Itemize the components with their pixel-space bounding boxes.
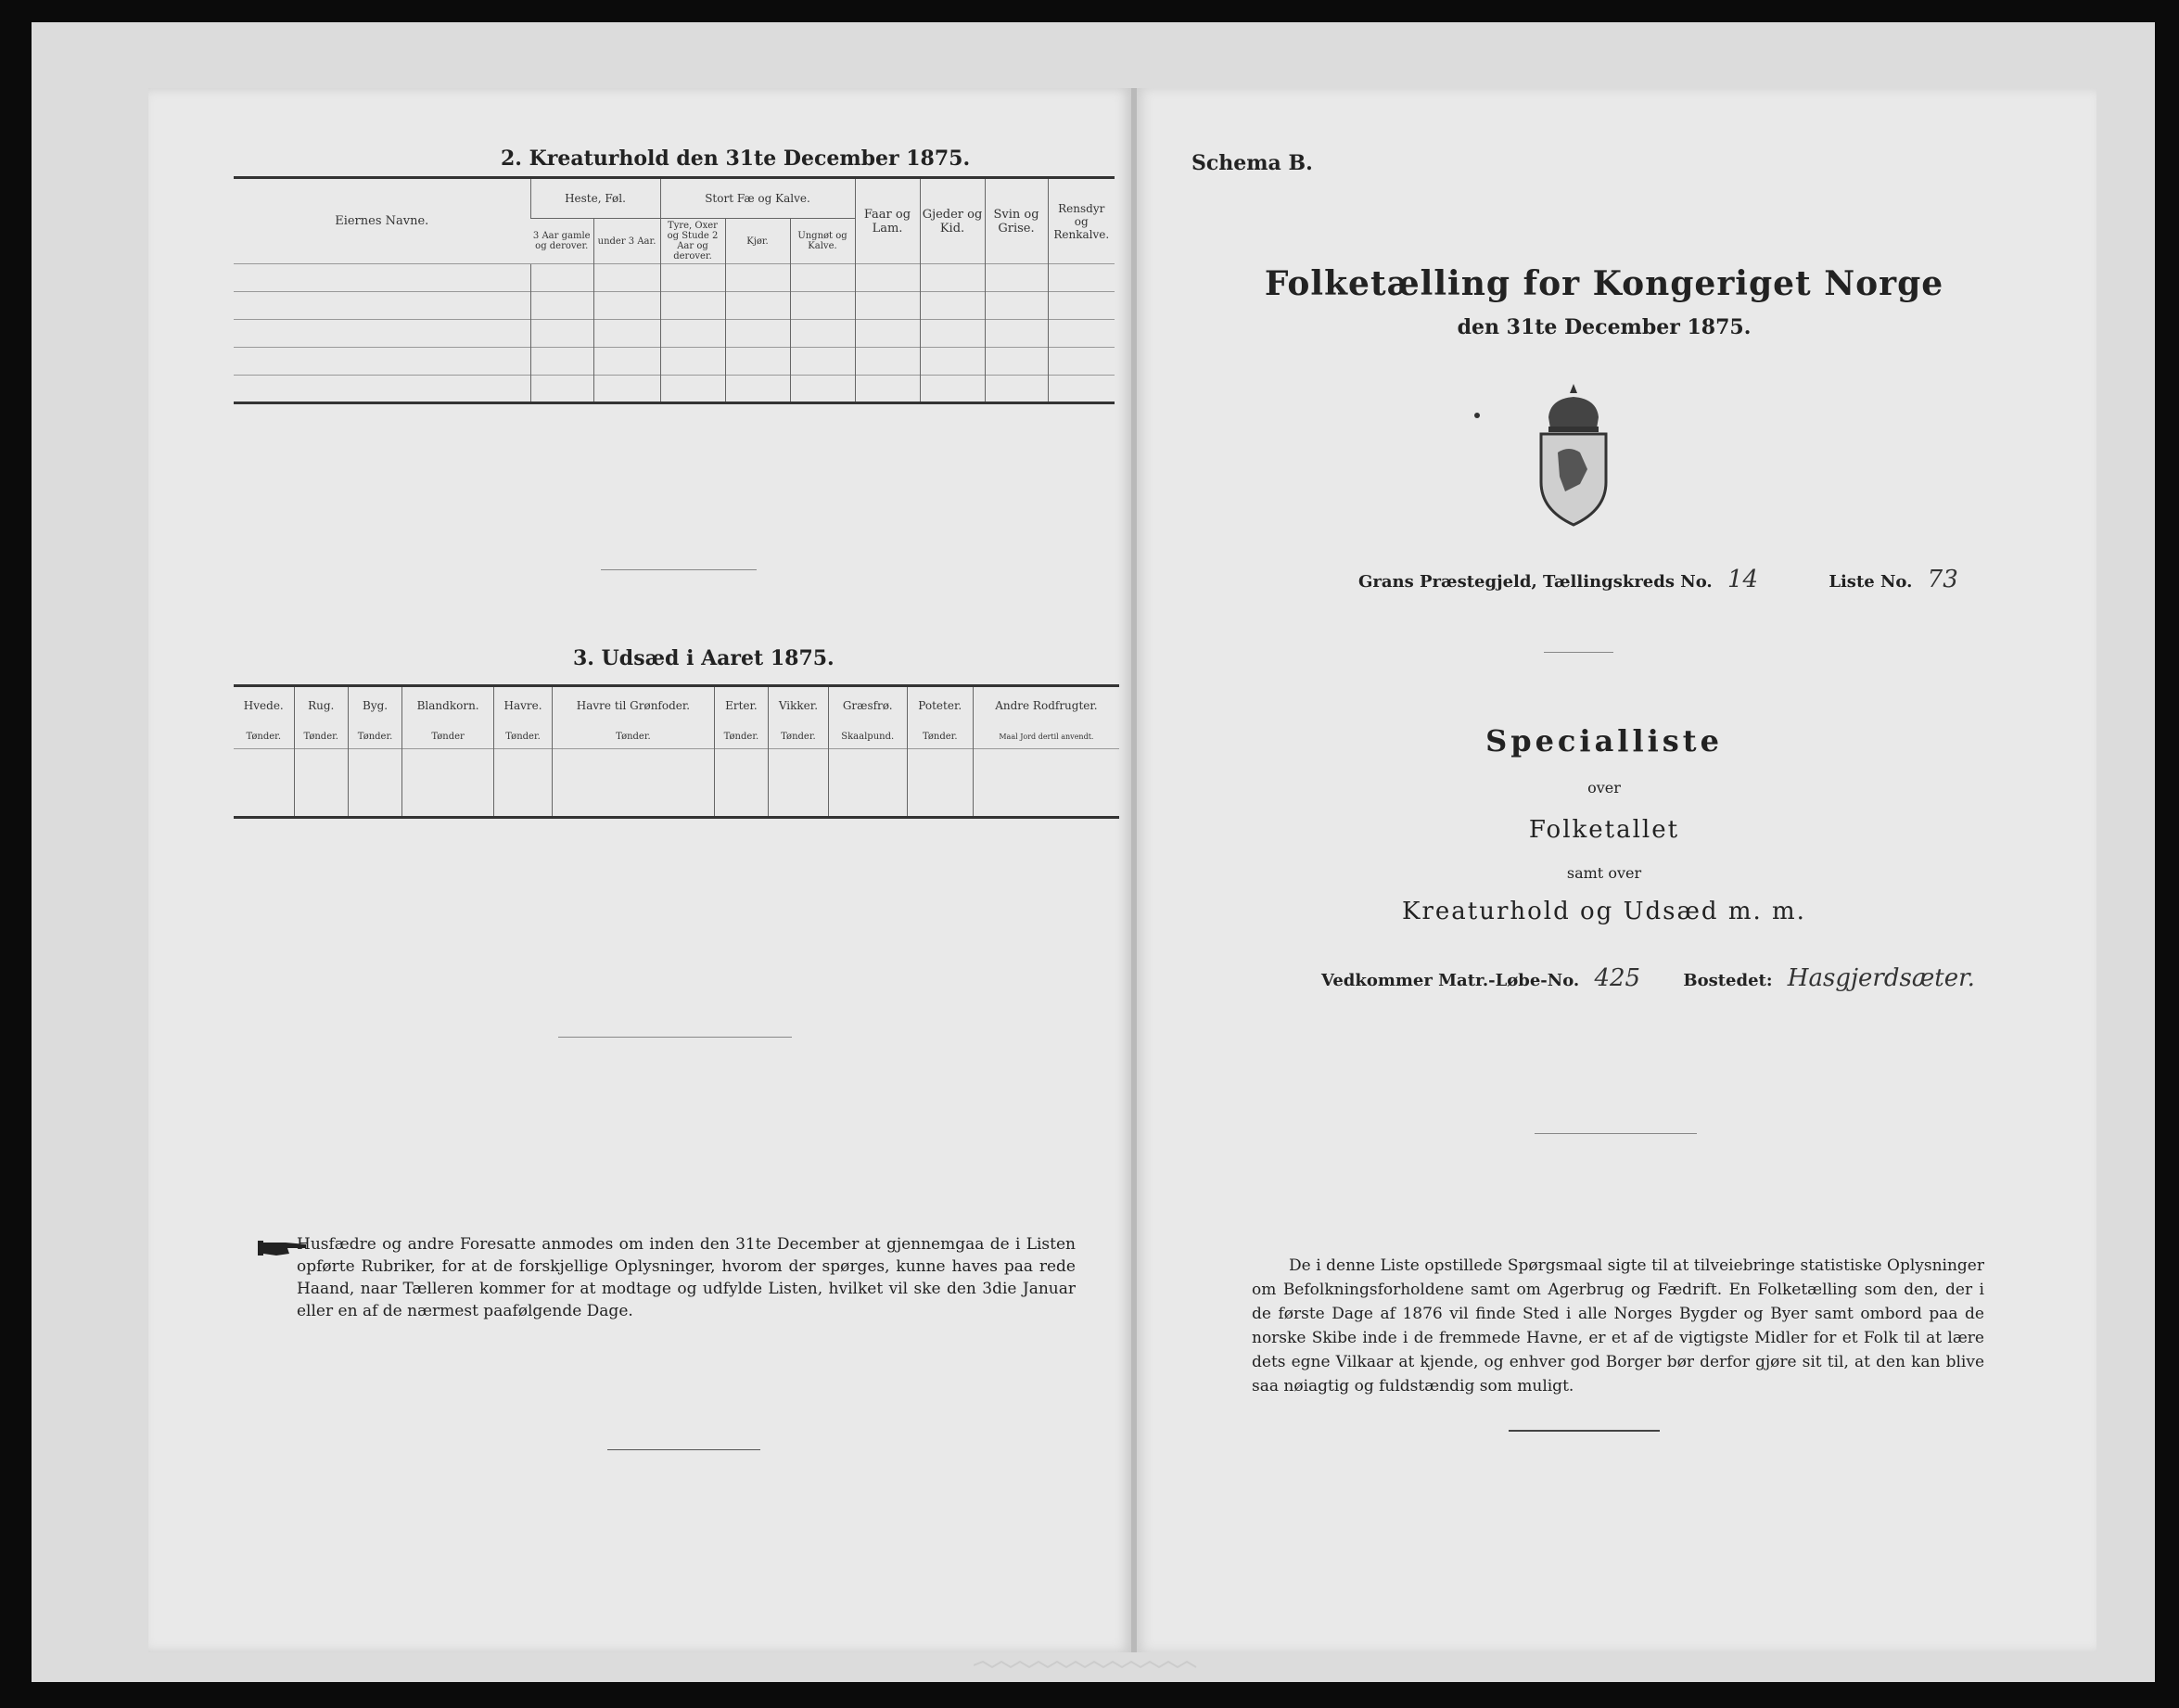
bulls-header: Tyre, Oxer og Stude 2 Aar og derover.: [660, 219, 725, 264]
horse-group-header: Heste, Føl.: [530, 178, 660, 219]
seed-unit: Tønder: [402, 725, 494, 749]
notice-text: Husfædre og andre Foresatte anmodes om inden den 31te December at gjennemgaa de i Listen opførte Rubriker, for at de forskjellige Oplysninger, hvorom der spørges, kunne haves paa rede Haand, naar Tælleren kommer for at modtage og udfylde Listen, hvilket vil ske den 3die Januar eller en af de nærmest paafølgende Dage.: [297, 1235, 1076, 1320]
horse-young-header: under 3 Aar.: [593, 219, 660, 264]
tellingskreds-number: 14: [1727, 566, 1759, 593]
section3-title: 3. Udsæd i Aaret 1875.: [573, 646, 835, 670]
kreaturhold-heading: Kreaturhold og Udsæd m. m.: [1402, 898, 1806, 925]
section2-title: 2. Kreaturhold den 31te December 1875.: [501, 147, 971, 171]
seed-col-header: Erter.: [714, 686, 768, 725]
seed-col-header: Vikker.: [769, 686, 829, 725]
census-date: den 31te December 1875.: [1457, 315, 1752, 339]
pigs-header: Svin og Grise.: [985, 178, 1048, 264]
seed-unit: Tønder.: [246, 731, 282, 742]
info-text: De i denne Liste opstillede Spørgsmaal sigte til at tilveiebringe statistiske Oplysninger om Befolkningsforholdene samt om Agerbrug og Fædrift. En Folketælling som den, der i de første Dage af 1876 vil finde Sted i alle Norges Bygder og Byer samt ombord paa de norske Skibe inde i de fremmede Havne, er et af de vigtigste Midler for et Folk til at lære dets egne Vilkaar at kjende, og enhver god Borger bør derfor gjøre sit til, at den kan blive saa nøiagtig og fuldstændig som muligt.: [1252, 1256, 1984, 1396]
seed-col-header: Rug.: [294, 686, 348, 725]
seed-table: [234, 684, 1119, 819]
parish-label: Grans Præstegjeld, Tællingskreds No.: [1358, 572, 1713, 592]
matr-line: [1321, 964, 1984, 992]
divider: [607, 1449, 760, 1450]
matr-number: 425: [1594, 964, 1641, 992]
ink-dot: [1474, 413, 1480, 418]
divider: [1544, 652, 1613, 653]
seed-col-header: Havre til Grønfoder.: [553, 686, 715, 725]
seed-col-header: Græsfrø.: [828, 686, 907, 725]
table-row: [234, 264, 1115, 292]
seed-unit: Tønder.: [348, 725, 401, 749]
bottom-rule: [1509, 1430, 1660, 1432]
coat-of-arms-icon: [1532, 380, 1615, 529]
owner-names-header: Eiernes Navne.: [234, 178, 530, 264]
over-text: over: [1587, 779, 1621, 797]
liste-number: 73: [1927, 566, 1958, 593]
matr-label: Vedkommer Matr.-Løbe-No.: [1321, 971, 1580, 990]
samt-over-text: samt over: [1566, 864, 1642, 882]
divider: [601, 569, 757, 570]
folketallet-heading: Folketallet: [1528, 816, 1680, 844]
schema-label: Schema B.: [1191, 151, 1313, 175]
cows-header: Kjør.: [725, 219, 790, 264]
seed-unit: Tønder.: [493, 725, 552, 749]
table-row: [234, 292, 1115, 320]
reindeer-header: Rensdyr og Renkalve.: [1048, 178, 1115, 264]
goats-header: Gjeder og Kid.: [920, 178, 985, 264]
specialliste-heading: Specialliste: [1485, 723, 1723, 758]
seed-unit: Skaalpund.: [828, 725, 907, 749]
table-row: [234, 749, 1119, 818]
livestock-table: [234, 176, 1115, 404]
seed-col-header: Havre.: [493, 686, 552, 725]
seed-unit: Tønder.: [769, 725, 829, 749]
bosted-label: Bostedet:: [1683, 971, 1773, 990]
seed-col-header: Poteter.: [907, 686, 973, 725]
seed-col-header: Hvede.: [234, 686, 294, 725]
seed-col-header: Blandkorn.: [402, 686, 494, 725]
seed-unit: Maal Jord dertil anvendt.: [973, 725, 1119, 749]
seed-unit: Tønder.: [714, 725, 768, 749]
young-cattle-header: Ungnøt og Kalve.: [790, 219, 855, 264]
sheep-header: Faar og Lam.: [855, 178, 920, 264]
table-row: [234, 348, 1115, 376]
table-row: [234, 376, 1115, 403]
horse-old-header: 3 Aar gamle og derover.: [530, 219, 593, 264]
bosted-value: Hasgjerdsæter.: [1787, 964, 1975, 992]
seed-col-header: Byg.: [348, 686, 401, 725]
seed-unit: Tønder.: [553, 725, 715, 749]
divider: [558, 1037, 792, 1038]
page-title: Folketælling for Kongeriget Norge: [1264, 264, 1944, 303]
seed-unit: Tønder.: [294, 725, 348, 749]
seed-unit: Tønder.: [907, 725, 973, 749]
edge-marking: [974, 1658, 1205, 1671]
table-row: [234, 320, 1115, 348]
seed-col-header: Andre Rodfrugter.: [973, 686, 1119, 725]
parish-line: [1358, 566, 1968, 593]
divider: [1535, 1133, 1697, 1134]
liste-label: Liste No.: [1829, 572, 1913, 592]
cattle-group-header: Stort Fæ og Kalve.: [660, 178, 855, 219]
